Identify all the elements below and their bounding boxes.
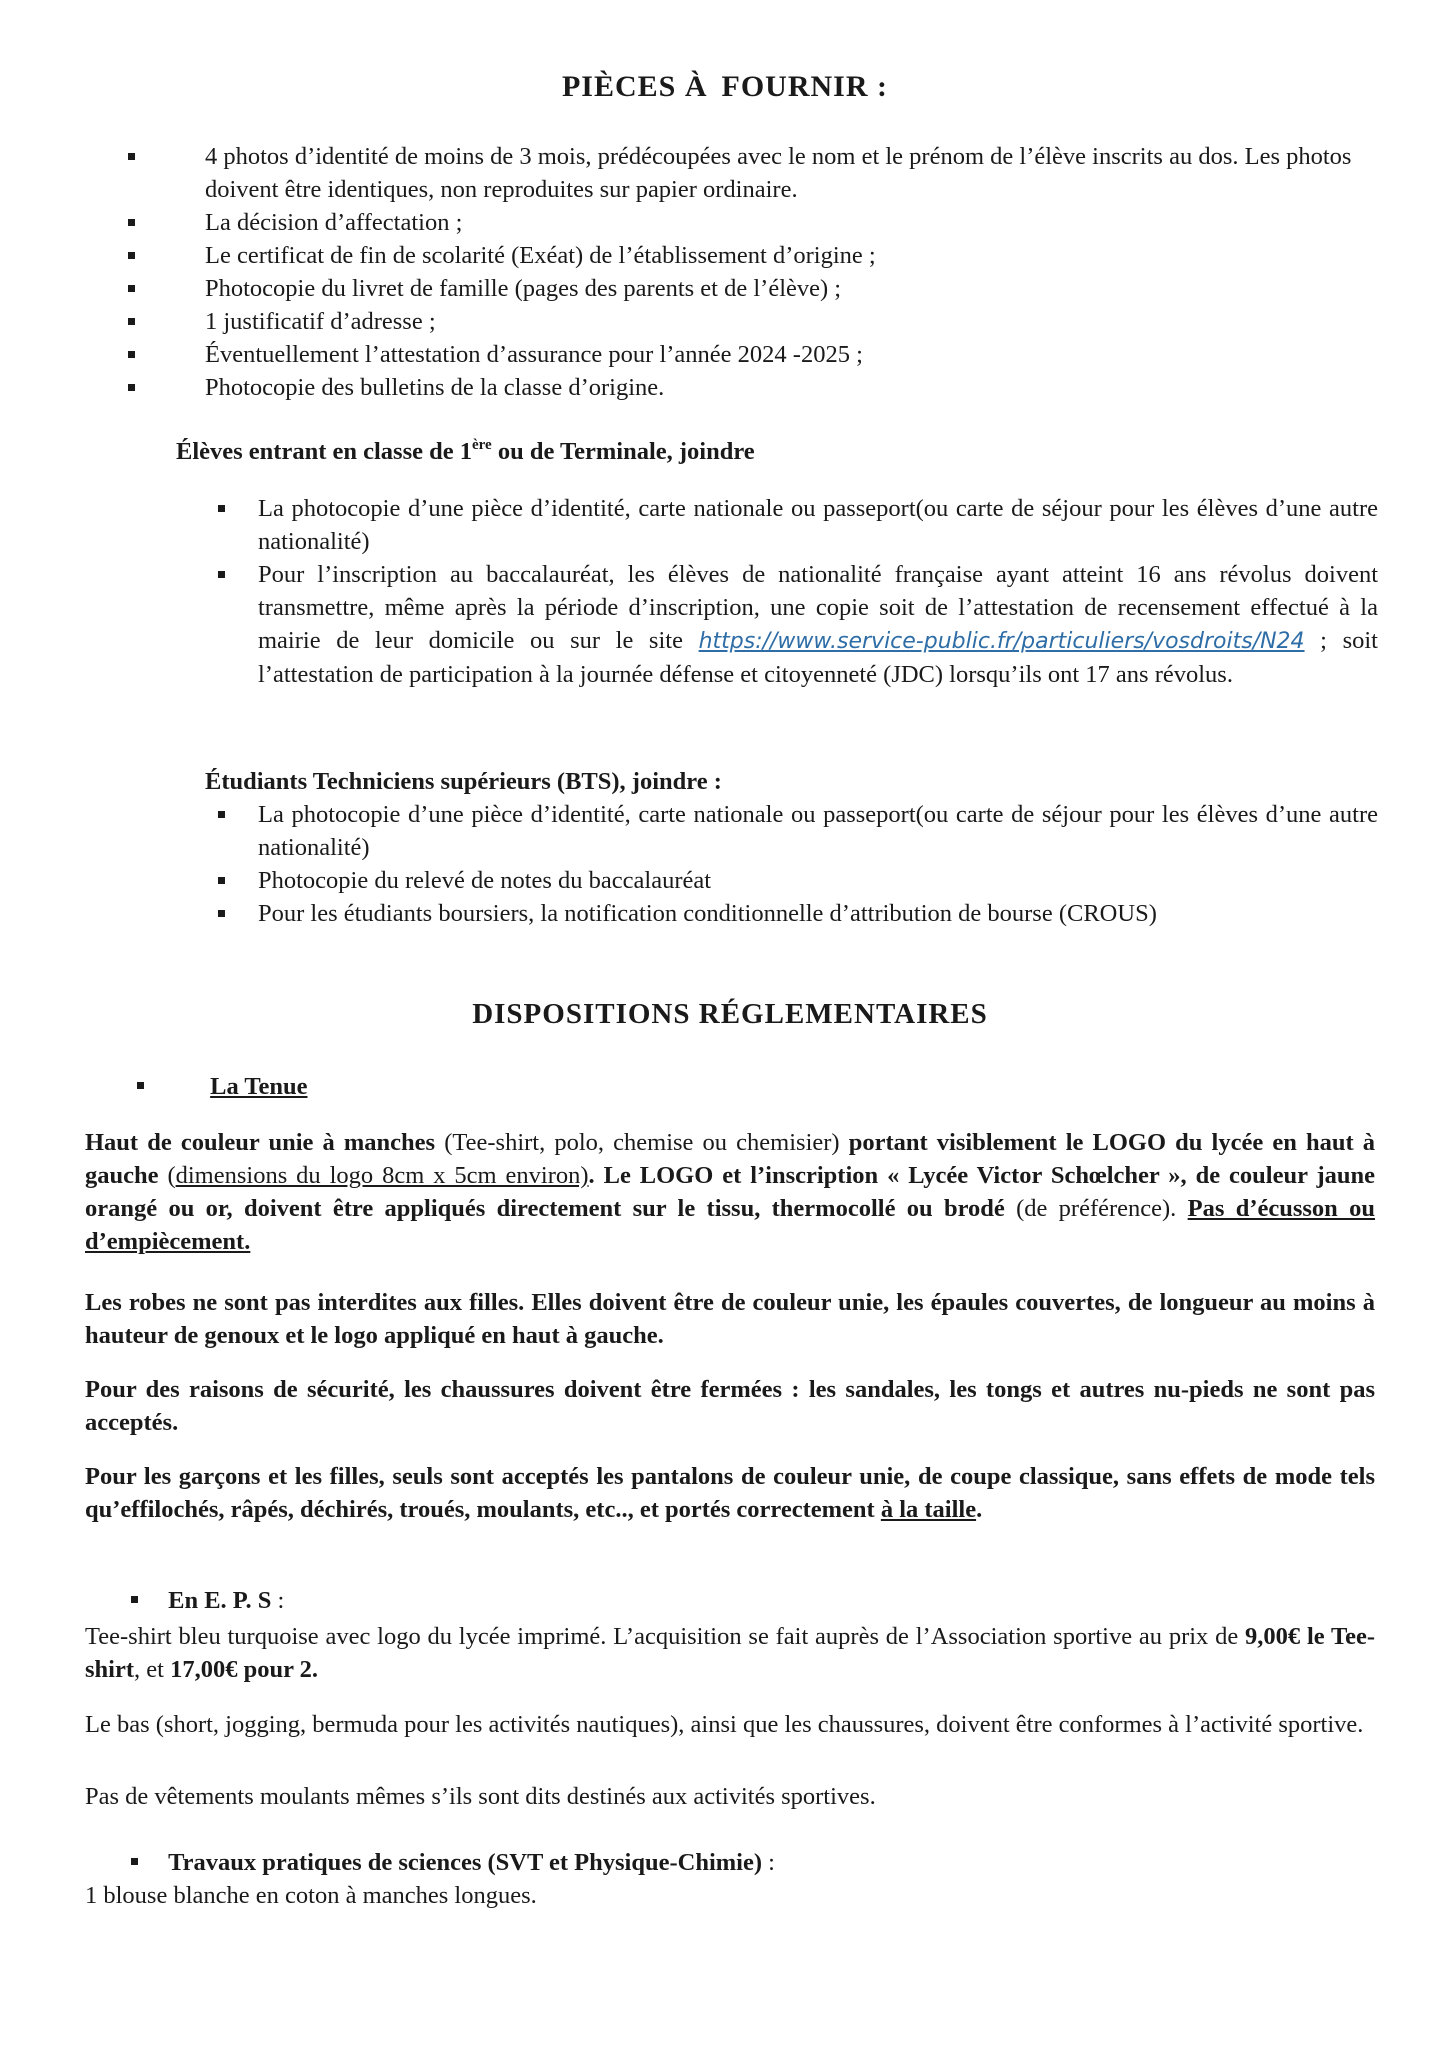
bts-list	[258, 798, 1378, 930]
list-item: 4 photos d’identité de moins de 3 mois, prédécoupées avec le nom et le prénom de l’élève inscrits au dos. Les photos doivent être identiques, non reproduites sur papier ordinaire.	[177, 140, 1362, 206]
bullet-icon	[137, 1082, 144, 1089]
tp-label: Travaux pratiques de sciences (SVT et Physique-Chimie)	[168, 1849, 763, 1876]
list-item: La décision d’affectation ;	[177, 206, 1362, 239]
service-public-link[interactable]: https://www.service-public.fr/particuliers/vosdroits/N24	[698, 629, 1305, 654]
tenue-label: La Tenue	[210, 1073, 308, 1100]
list-item: Photocopie du livret de famille (pages des parents et de l’élève) ;	[177, 272, 1362, 305]
list-item: Pour les étudiants boursiers, la notification conditionnelle d’attribution de bourse (CROUS)	[258, 897, 1378, 930]
tenue-paragraph-1: Haut de couleur unie à manches (Tee-shirt, polo, chemise ou chemisier) portant visiblement le LOGO du lycée en haut à gauche (dimensions du logo 8cm x 5cm environ). Le LOGO et l’inscription « Lycée Victor Schœlcher », de couleur jaune orangé ou or, doivent être appliqués directement sur le tissu, thermocollé ou brodé (de préférence). Pas d’écusson ou d’empiècement.	[85, 1129, 1376, 1255]
list-item: Éventuellement l’attestation d’assurance pour l’année 2024 -2025 ;	[177, 338, 1362, 371]
eps-paragraph-2: Le bas (short, jogging, bermuda pour les activités nautiques), ainsi que les chaussures, doivent être conformes à l’activité sportive.	[85, 1711, 1364, 1738]
list-item: Pour l’inscription au baccalauréat, les élèves de nationalité française ayant atteint 16 ans révolus doivent transmettre, même après la période d’inscription, une copie soit de l’attestation de recensement effectué à la mairie de leur domicile ou sur le site https://www.service-public.fr/particuliers/vosdroits/N24 ; soit l’attestation de participation à la journée défense et citoyenneté (JDC) lorsqu’ils ont 17 ans révolus.	[258, 558, 1378, 691]
tenue-paragraph-2: Les robes ne sont pas interdites aux filles. Elles doivent être de couleur unie, les épaules couvertes, de longueur au moins à hauteur de genoux et le logo appliqué en haut à gauche.	[85, 1289, 1375, 1349]
bullet-icon	[131, 1596, 138, 1603]
eps-paragraph-1: Tee-shirt bleu turquoise avec logo du lycée imprimé. L’acquisition se fait auprès de l’Association sportive au prix de 9,00€ le Tee-shirt, et 17,00€ pour 2.	[85, 1623, 1375, 1683]
tenue-label-row	[137, 1070, 537, 1103]
eps-paragraph-3: Pas de vêtements moulants mêmes s’ils sont dits destinés aux activités sportives.	[85, 1783, 876, 1810]
list-item: 1 justificatif d’adresse ;	[177, 305, 1362, 338]
tenue-paragraph-4: Pour les garçons et les filles, seuls sont acceptés les pantalons de couleur unie, de coupe classique, sans effets de mode tels qu’effilochés, râpés, déchirés, troués, moulants, etc.., et portés correctement à la taille.	[85, 1463, 1375, 1523]
eps-label: En E. P. S	[168, 1587, 272, 1614]
tenue-paragraph-3: Pour des raisons de sécurité, les chaussures doivent être fermées : les sandales, les tongs et autres nu-pieds ne sont pas acceptés.	[85, 1376, 1375, 1436]
premiere-heading: Élèves entrant en classe de 1ère ou de Terminale, joindre	[176, 437, 755, 465]
tp-label-row: Travaux pratiques de sciences (SVT et Physique-Chimie) :	[131, 1846, 1031, 1879]
list-item: Photocopie du relevé de notes du baccalauréat	[258, 864, 1378, 897]
list-item: La photocopie d’une pièce d’identité, carte nationale ou passeport(ou carte de séjour pour les élèves d’une autre nationalité)	[258, 492, 1378, 558]
dispositions-title: DISPOSITIONS RÉGLEMENTAIRES	[472, 998, 988, 1030]
bts-heading: Étudiants Techniciens supérieurs (BTS), joindre :	[205, 768, 722, 795]
pieces-title: PIÈCES À FOURNIR :	[561, 70, 889, 103]
tp-text: 1 blouse blanche en coton à manches longues.	[85, 1882, 537, 1909]
eps-label-row: En E. P. S :	[131, 1584, 631, 1617]
bullet-icon	[131, 1858, 138, 1865]
premiere-list	[258, 492, 1378, 691]
list-item: Le certificat de fin de scolarité (Exéat) de l’établissement d’origine ;	[177, 239, 1362, 272]
list-item: Photocopie des bulletins de la classe d’origine.	[177, 371, 1362, 404]
pieces-list	[177, 140, 1362, 404]
list-item: La photocopie d’une pièce d’identité, carte nationale ou passeport(ou carte de séjour pour les élèves d’une autre nationalité)	[258, 798, 1378, 864]
